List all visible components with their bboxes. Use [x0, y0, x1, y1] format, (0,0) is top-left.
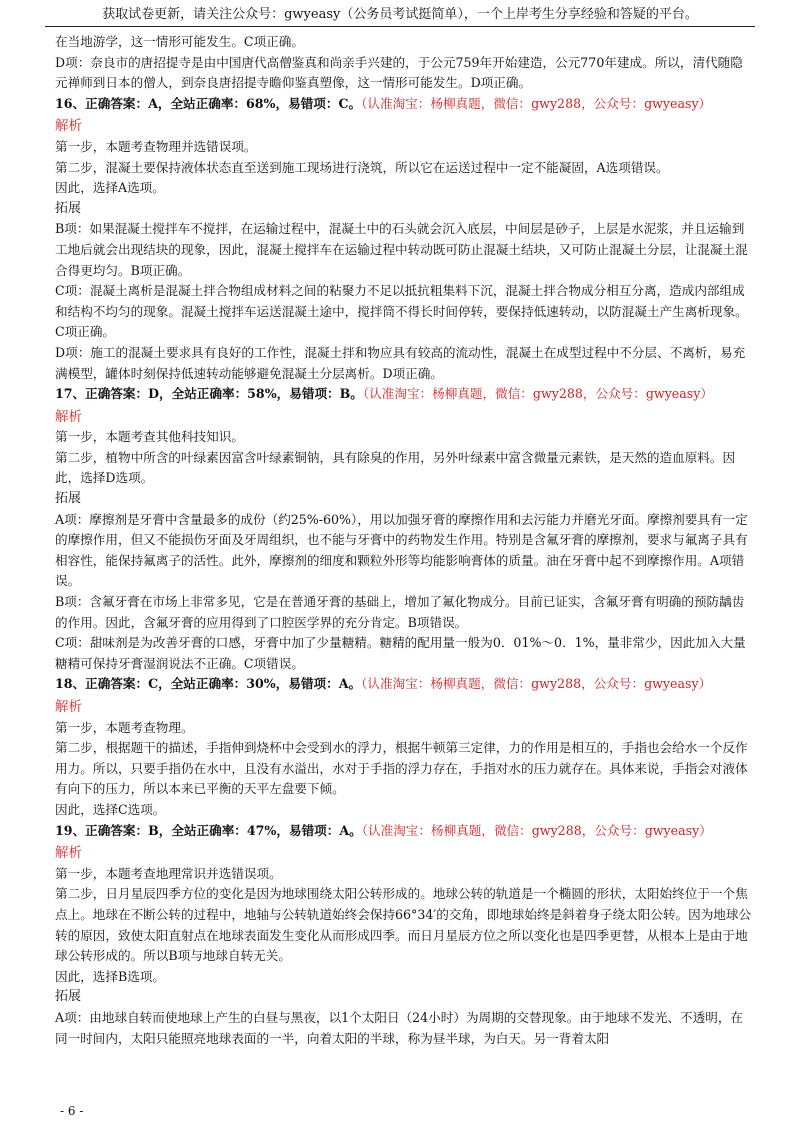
extension-paragraph: A项：摩擦剂是牙膏中含量最多的成份（约25%-60%），用以加强牙膏的摩擦作用和去污能力并磨光牙面。摩擦剂要具有一定的摩擦作用，但又不能损伤牙面及牙周组织，也不能与牙膏中的药物发生作用。特别是含氟牙膏的摩擦剂，要求与氟离子具有相容性，能保持氟离子的活性。此外，摩擦剂的细度和颗粒外形等均能影响膏体的质量。油在牙膏中起不到摩擦作用。A项错误。 — [55, 511, 748, 589]
analysis-step: 第一步，本题考查物理并选错误项。 — [55, 138, 257, 154]
analysis-step: 因此，选择C选项。 — [55, 801, 166, 817]
source-note: （认准淘宝：杨柳真题，微信：gwy288，公众号：gwyeasy） — [361, 676, 712, 692]
analysis-label: 解析 — [55, 118, 82, 135]
source-note: （认准淘宝：杨柳真题，微信：gwy288，公众号：gwyeasy） — [361, 95, 712, 111]
intro-paragraph: 在当地游学，这一情形可能发生。C项正确。 — [55, 34, 304, 49]
analysis-step: 因此，选择B选项。 — [55, 968, 166, 984]
extension-label: 拓展 — [55, 491, 82, 507]
answer-summary: 18、正确答案：C，全站正确率：30%，易错项：A。 — [55, 676, 362, 692]
answer-summary: 19、正确答案：B，全站正确率：47%，易错项：A。 — [55, 822, 362, 838]
analysis-step: 第二步，植物中所含的叶绿素因富含叶绿素铜钠，具有除臭的作用，另外叶绿素中富含微量元素铁，是天然的造血原料。因此，选择D选项。 — [55, 449, 736, 486]
extension-paragraph: C项：甜味剂是为改善牙膏的口感，牙膏中加了少量糖精。糖精的配用量一般为0．01%～0．1%，量非常少，因此加入大量糖精可保持牙膏湿润说法不正确。C项错误。 — [55, 635, 746, 671]
analysis-step: 第一步，本题考查其他科技知识。 — [55, 429, 244, 445]
source-note: （认准淘宝：杨柳真题，微信：gwy288，公众号：gwyeasy） — [362, 386, 713, 402]
analysis-step: 第二步，混凝土要保持液体状态直至送到施工现场进行浇筑，所以它在运送过程中一定不能凝固，A选项错误。 — [55, 159, 669, 175]
question-answer-header — [55, 384, 755, 405]
question-answer-header — [55, 674, 755, 695]
extension-paragraph: C项：混凝土离析是混凝土拌合物组成材料之间的粘聚力不足以抵抗粗集料下沉，混凝土拌合物成分相互分离，造成内部组成和结构不均匀的现象。混凝土搅拌车运送混凝土途中，搅拌筒不得长时间停转，要保持低速转动，以防混凝土产生离析现象。C项正确。 — [55, 283, 748, 340]
analysis-label: 解析 — [55, 699, 82, 715]
extension-paragraph: D项：施工的混凝土要求具有良好的工作性，混凝土拌和物应具有较高的流动性，混凝土在成型过程中不分层、不离析，易充满模型，罐体时刻保持低速转动能够避免混凝土分层离析。D项正确。 — [55, 344, 746, 381]
question-answer-header — [55, 821, 755, 842]
extension-paragraph: A项：由地球自转而使地球上产生的白昼与黑夜，以1个太阳日（24小时）为周期的交替现象。由于地球不发光、不透明，在同一时间内，太阳只能照亮地球表面的一半，向着太阳的半球，称为昼半球，为白天。另一背着太阳 — [55, 1009, 744, 1046]
answer-summary: 16、正确答案：A，全站正确率：68%，易错项：C。 — [55, 95, 362, 111]
analysis-step: 第一步，本题考查物理。 — [55, 719, 194, 735]
document-body — [55, 32, 755, 1049]
analysis-step: 第一步，本题考查地理常识并选错误项。 — [55, 865, 282, 881]
answer-summary: 17、正确答案：D，全站正确率：58%，易错项：B。 — [55, 386, 363, 402]
page-number: - 6 - — [60, 1104, 84, 1118]
source-note: （认准淘宝：杨柳真题，微信：gwy288，公众号：gwyeasy） — [361, 822, 712, 838]
analysis-step: 第二步，日月星辰四季方位的变化是因为地球围绕太阳公转形成的。地球公转的轨道是一个椭圆的形状，太阳始终位于一个焦点上。地球在不断公转的过程中，地轴与公转轨道始终会保持66°34′的交角，即地球始终是斜着身子绕太阳公转。因为地球公转的原因，致使太阳直射点在地球表面发生变化从而形成四季。而日月星辰方位之所以变化也是四季更替，从根本上是由于地球公转形成的。所以B项与地球自转无关。 — [55, 886, 752, 964]
header-rule — [45, 26, 755, 27]
intro-paragraph: D项：奈良市的唐招提寺是由中国唐代高僧鉴真和尚亲手兴建的，于公元759年开始建造，公元770年建成。所以，清代随隐元禅师到日本的僧人，到奈良唐招提寺瞻仰鉴真塑像，这一情形可能发生。D项正确。 — [55, 54, 743, 91]
extension-label: 拓展 — [55, 989, 82, 1005]
page-header: 获取试卷更新，请关注公众号：gwyeasy（公务员考试挺简单），一个上岸考生分享经验和答疑的平台。 — [102, 7, 698, 22]
extension-label: 拓展 — [55, 200, 82, 216]
extension-paragraph: B项：含氟牙膏在市场上非常多见，它是在普通牙膏的基础上，增加了氟化物成分。目前已证实，含氟牙膏有明确的预防龋齿的作用。因此，含氟牙膏的应用得到了口腔医学界的充分肯定。B项错误。 — [55, 594, 745, 630]
analysis-label: 解析 — [55, 408, 82, 425]
analysis-label: 解析 — [55, 845, 82, 862]
analysis-step: 因此，选择A选项。 — [55, 180, 165, 196]
question-answer-header — [55, 94, 755, 115]
extension-paragraph: B项：如果混凝土搅拌车不搅拌，在运输过程中，混凝土中的石头就会沉入底层，中间层是砂子，上层是水泥浆，并且运输到工地后就会出现结块的现象，因此，混凝土搅拌车在运输过程中转动既可防止混凝土结块，又可防止混凝土分层，让混凝土混合得更均匀。B项正确。 — [55, 221, 748, 278]
analysis-step: 第二步，根据题干的描述，手指伸到烧杯中会受到水的浮力，根据牛顿第三定律，力的作用是相互的，手指也会给水一个反作用力。所以，只要手指仍在水中，且没有水溢出，水对于手指的浮力存在，手指对水的压力就存在。具体来说，手指会对液体有向下的压力，所以本来已平衡的天平左盘要下倾。 — [55, 740, 748, 797]
